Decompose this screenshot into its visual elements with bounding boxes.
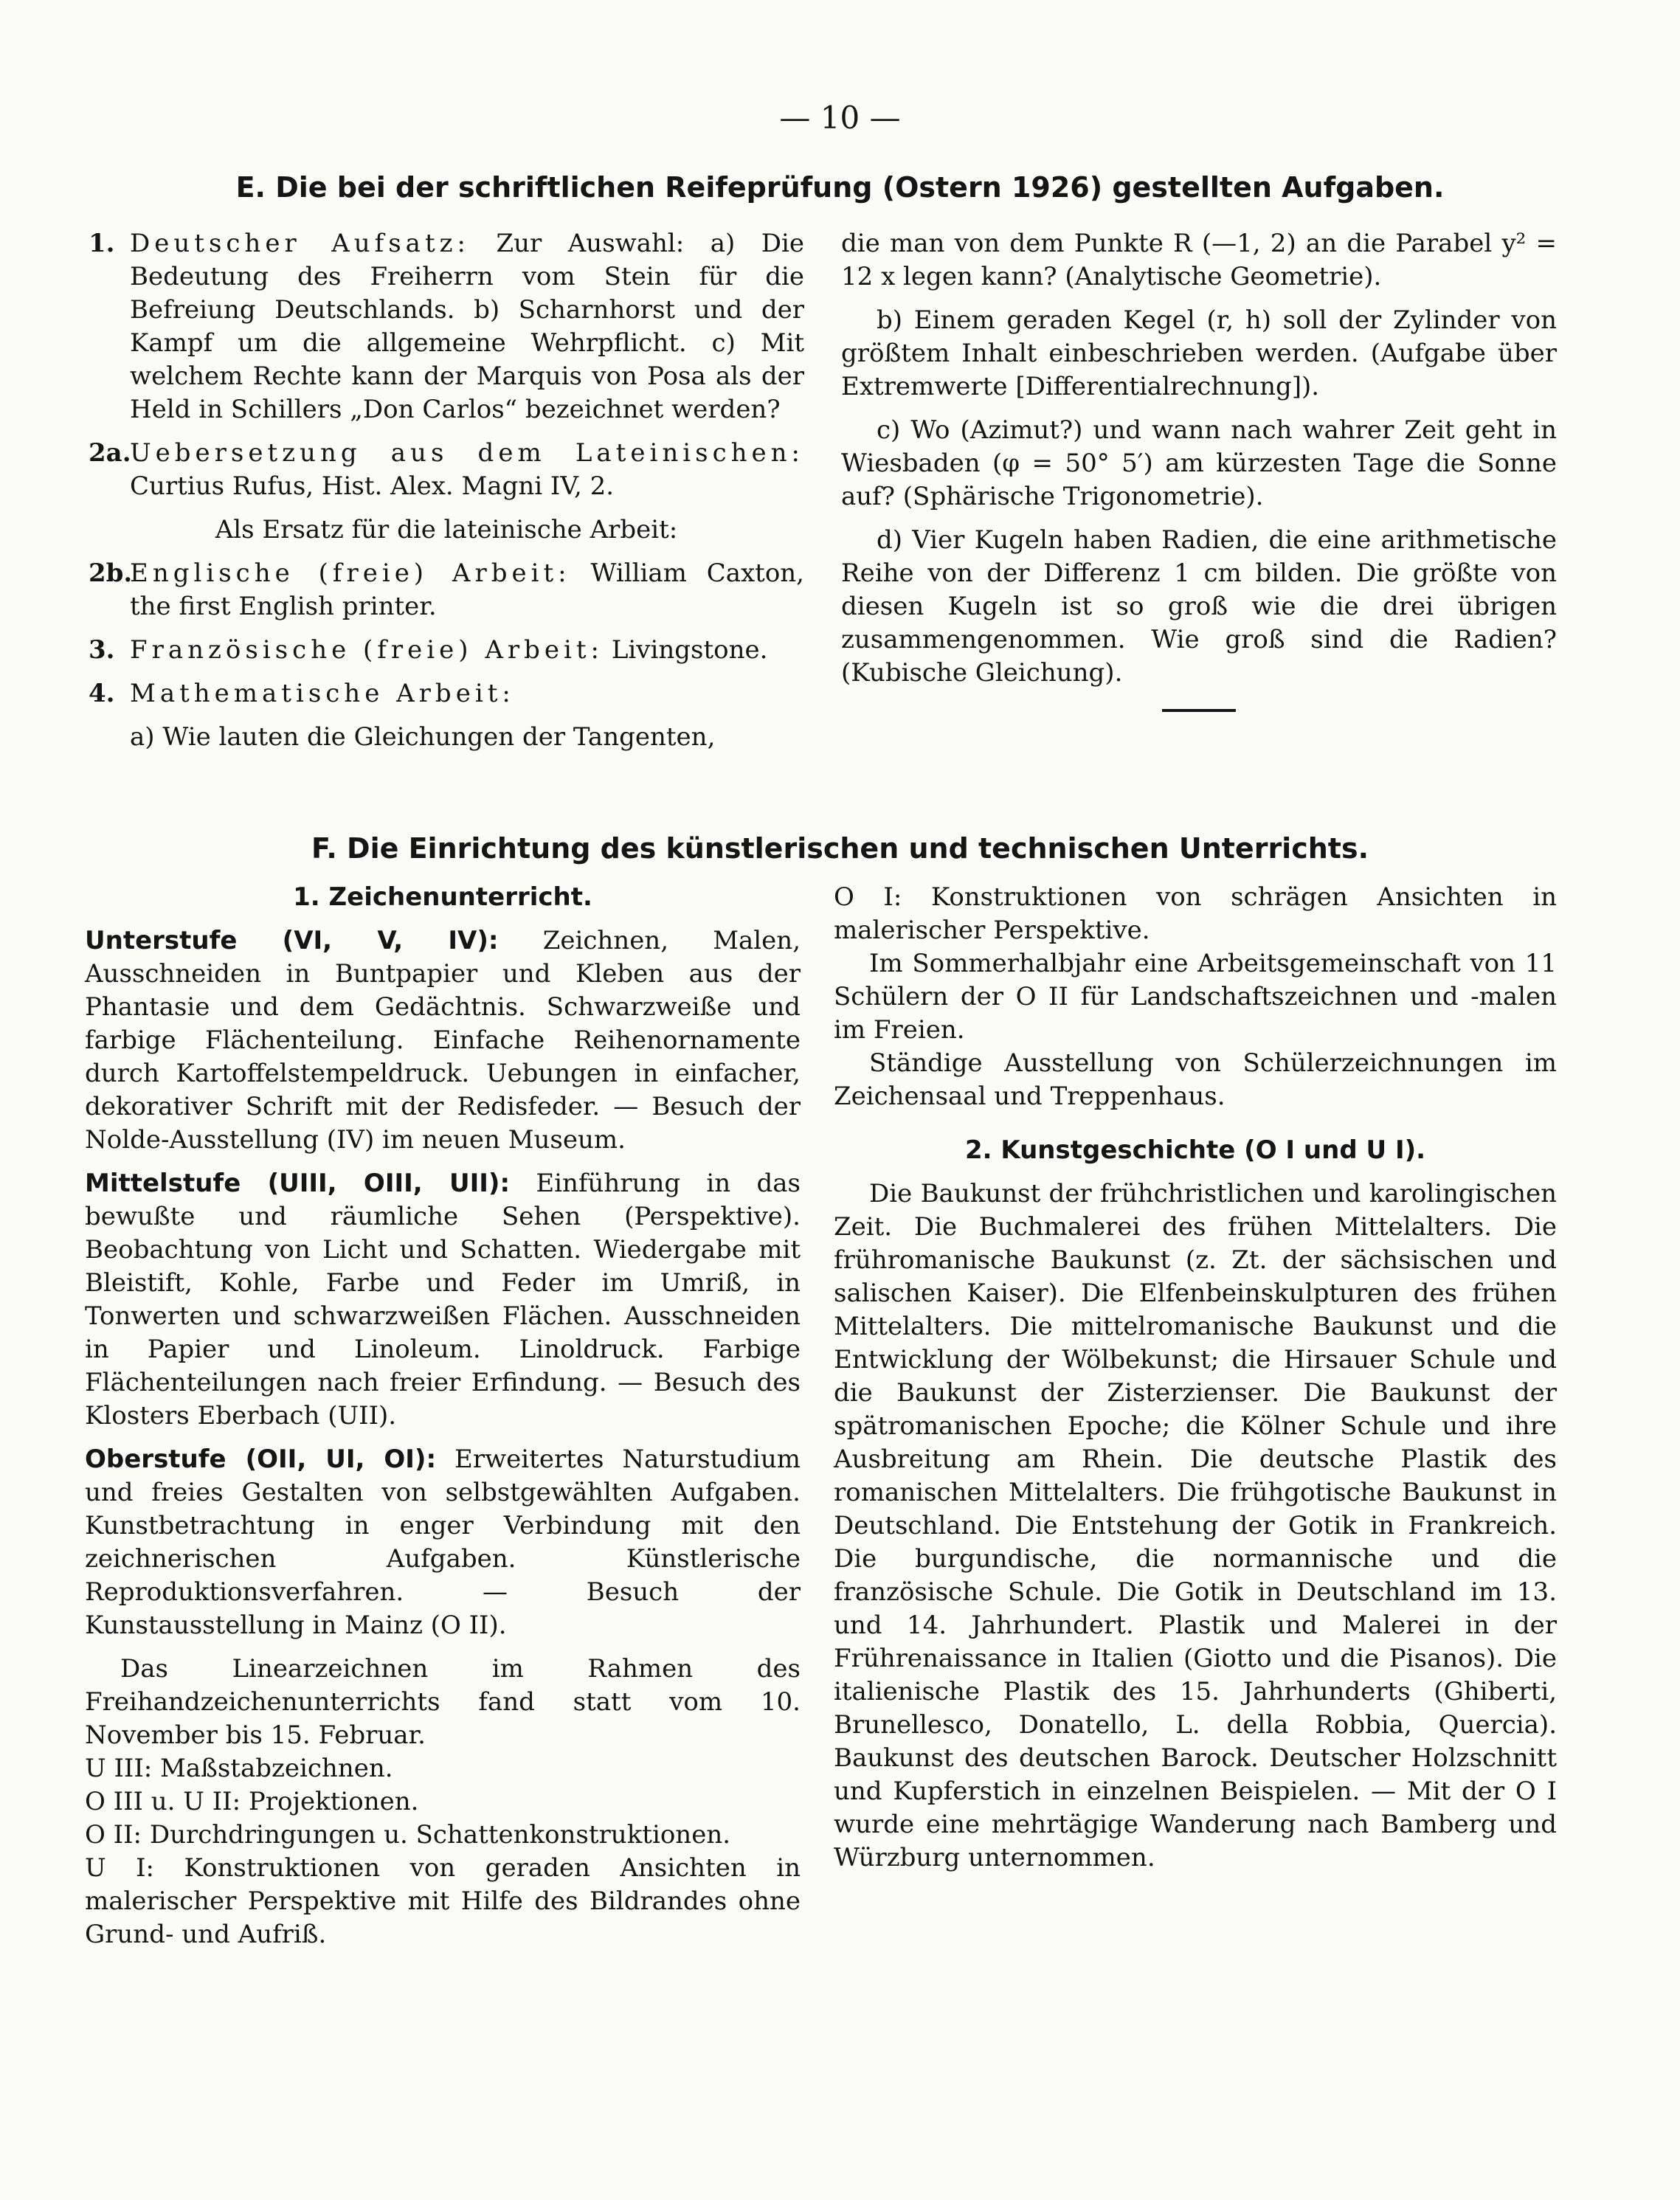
subsection-title: 1. Zeichenunterricht. <box>293 882 592 912</box>
oi-line <box>834 881 1557 947</box>
item-4b-text: b) Einem geraden Kegel (r, h) soll der Zylinder von größtem Inhalt einbeschrieben werden. (Aufgabe über Extremwerte [Differentialrechnung]). <box>841 305 1557 401</box>
line-text: Projektionen. <box>248 1787 419 1816</box>
item-4 <box>89 677 804 710</box>
section-e-left-column <box>89 227 804 754</box>
subsection-title: 2. Kunstgeschichte (O I und U I). <box>964 1135 1426 1165</box>
oiii-line <box>85 1785 801 1819</box>
page-number: — 10 — <box>779 100 901 136</box>
item-number: 2b. <box>89 558 133 588</box>
ui-line <box>85 1852 801 1951</box>
item-label: Englische (freie) Arbeit: <box>130 558 571 588</box>
line-label: U I: <box>85 1853 155 1883</box>
ausstellung-paragraph: Ständige Ausstellung von Schülerzeichnungen im Zeichensaal und Treppenhaus. <box>834 1048 1557 1111</box>
item-label: Französische (freie) Arbeit: <box>130 635 604 665</box>
item-4d-text: d) Vier Kugeln haben Radien, die eine arithmetische Reihe von der Differenz 1 cm bilden. Die größte von diesen Kugeln ist so groß wie die drei übrigen zusammengenommen. Wie groß sind die Radien? (Kubische Gleichung). <box>841 525 1557 688</box>
item-text: Curtius Rufus, Hist. Alex. Magni IV, 2. <box>130 471 615 501</box>
mittelstufe-paragraph <box>85 1167 801 1433</box>
paragraph-label: Unterstufe (VI, V, IV): <box>85 926 499 955</box>
item-4a-text: a) Wie lauten die Gleichungen der Tangenten, <box>130 722 716 752</box>
item-text: Zur Auswahl: a) Die Bedeutung des Freiherrn vom Stein für die Befreiung Deutschlands. b) Scharnhorst und der Kampf um die allgemeine Wehrpflicht. c) Mit welchem Rechte kann der Marquis von Posa als der Held in Schillers „Don Carlos“ bezeichnet werden? <box>130 229 805 424</box>
item-text: William Caxton, the first English printer. <box>130 558 804 621</box>
section-divider <box>1162 709 1236 712</box>
line-label: O II: <box>85 1820 142 1850</box>
uiii-line <box>85 1752 801 1785</box>
line-text: Konstruktionen von geraden Ansichten in malerischer Perspektive mit Hilfe des Bildrandes ohne Grund- und Aufriß. <box>85 1853 801 1949</box>
sommer-paragraph: Im Sommerhalbjahr eine Arbeitsgemeinschaft von 11 Schülern der O II für Landschaftszeichnen und -malen im Freien. <box>834 949 1557 1045</box>
line-text: Konstruktionen von schrägen Ansichten in malerischer Perspektive. <box>834 882 1558 945</box>
line-label: O I: <box>834 882 902 912</box>
unterstufe-paragraph <box>85 924 801 1157</box>
item-label: Mathematische Arbeit: <box>130 679 515 708</box>
oberstufe-paragraph <box>85 1443 801 1642</box>
paragraph-text: Erweitertes Naturstudium und freies Gestalten von selbstgewählten Aufgaben. Kunstbetrachtung in enger Verbindung mit den zeichnerischen Aufgaben. Künstlerische Reproduktionsverfahren. — Besuch der Kunstausstellung in Mainz (O II). <box>85 1445 801 1640</box>
item-number: 3. <box>89 635 115 665</box>
paragraph-label: Mittelstufe (UIII, OIII, UII): <box>85 1169 511 1198</box>
line-text: Maßstabzeichnen. <box>160 1754 393 1783</box>
item-label: Deutscher Aufsatz: <box>130 229 470 258</box>
section-e-right-column <box>841 227 1557 712</box>
paragraph-text: Einführung in das bewußte und räumliche Sehen (Perspektive). Beobachtung von Licht und Schatten. Wiedergabe mit Bleistift, Kohle, Farbe und Feder im Umriß, in Tonwerten und schwarzweißen Flächen. Ausschneiden in Papier und Linoleum. Linoldruck. Farbige Flächenteilungen nach freier Erfindung. — Besuch des Klosters Eberbach (UII). <box>85 1169 801 1431</box>
linear-paragraph: Das Linearzeichnen im Rahmen des Freihandzeichenunterrichts fand statt vom 10. November bis 15. Februar. <box>85 1654 801 1750</box>
ersatz-note: Als Ersatz für die lateinische Arbeit: <box>215 515 678 544</box>
item-3 <box>89 634 804 667</box>
item-2b <box>89 557 804 623</box>
item-4a-continuation: die man von dem Punkte R (—1, 2) an die Parabel y² = 12 x legen kann? (Analytische Geometrie). <box>841 229 1557 291</box>
oii-line <box>85 1819 801 1852</box>
item-number: 4. <box>89 679 115 708</box>
section-f-title: F. Die Einrichtung des künstlerischen und technischen Unterrichts. <box>311 832 1369 865</box>
paragraph-text: Zeichnen, Malen, Ausschneiden in Buntpapier und Kleben aus der Phantasie und dem Gedächtnis. Schwarzweiße und farbige Flächenteilung. Einfache Reihenornamente durch Kartoffelstempeldruck. Uebungen in einfacher, dekorativer Schrift mit der Redisfeder. — Besuch der Nolde-Ausstellung (IV) im neuen Museum. <box>85 926 801 1155</box>
item-number: 1. <box>89 229 115 258</box>
item-text: Livingstone. <box>611 635 768 665</box>
line-text: Durchdringungen u. Schattenkonstruktionen. <box>149 1820 731 1850</box>
line-label: O III u. U II: <box>85 1787 241 1816</box>
item-4c-text: c) Wo (Azimut?) und wann nach wahrer Zeit geht in Wiesbaden (φ = 50° 5′) am kürzesten Tage die Sonne auf? (Sphärische Trigonometrie). <box>841 415 1557 511</box>
item-number: 2a. <box>89 438 131 468</box>
paragraph-label: Oberstufe (OII, UI, OI): <box>85 1445 437 1474</box>
item-1 <box>89 227 804 426</box>
item-label: Uebersetzung aus dem Lateinischen: <box>130 438 804 468</box>
line-label: U III: <box>85 1754 153 1783</box>
section-e-title: E. Die bei der schriftlichen Reifeprüfung (Ostern 1926) gestellten Aufgaben. <box>235 171 1445 204</box>
item-2a <box>89 437 804 503</box>
section-f-left-column <box>85 881 801 1951</box>
section-f-right-column <box>834 881 1557 1875</box>
kunstgeschichte-paragraph: Die Baukunst der frühchristlichen und karolingischen Zeit. Die Buchmalerei des frühen Mittelalters. Die frühromanische Baukunst (z. Zt. der sächsischen und salischen Kaiser). Die Elfenbeinskulpturen des frühen Mittelalters. Die mittelromanische Baukunst und die Entwicklung der Wölbekunst; die Hirsauer Schule und die Baukunst der Zisterzienser. Die Baukunst der spätromanischen Epoche; die Kölner Schule und ihre Ausbreitung am Rhein. Die deutsche Plastik des romanischen Mittelalters. Die frühgotische Baukunst in Deutschland. Die Entstehung der Gotik in Frankreich. Die burgundische, die normannische und die französische Schule. Die Gotik in Deutschland im 13. und 14. Jahrhundert. Plastik und Malerei in der Frührenaissance in Italien (Giotto und die Pisanos). Die italienische Plastik des 15. Jahrhunderts (Ghiberti, Brunellesco, Donatello, L. della Robbia, Quercia). Baukunst des deutschen Barock. Deutscher Holzschnitt und Kupferstich in einzelnen Beispielen. — Mit der O I wurde eine mehrtägige Wanderung nach Bamberg und Würzburg unternommen. <box>834 1179 1557 1872</box>
